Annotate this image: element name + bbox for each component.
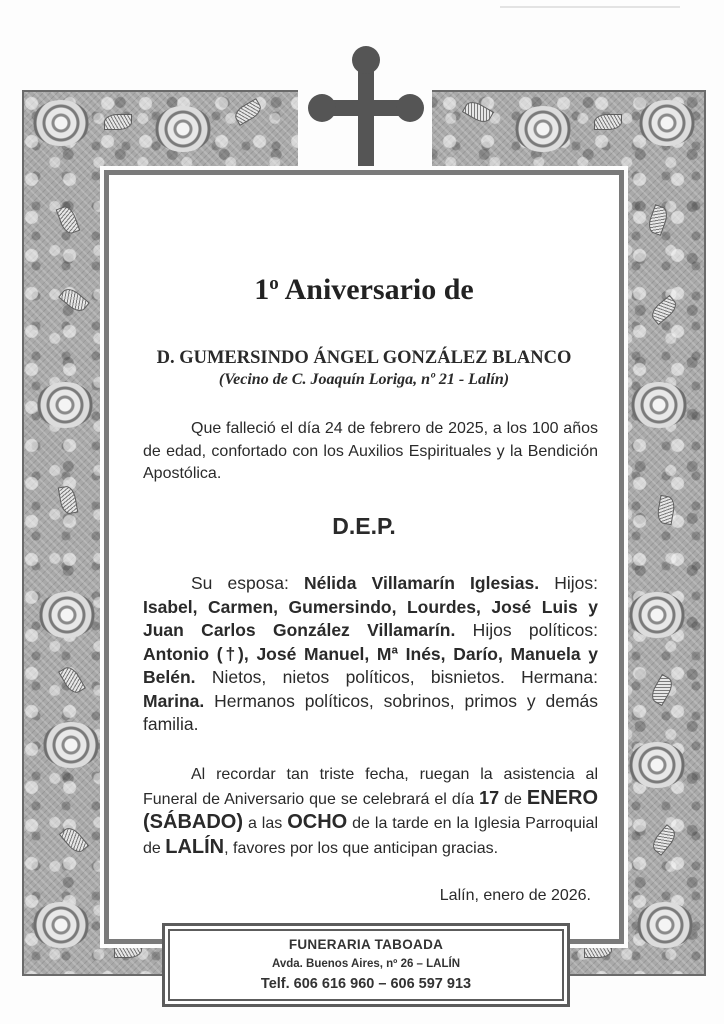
dep-heading: D.E.P. xyxy=(332,513,396,539)
leaf-icon xyxy=(646,204,671,236)
family-paragraph xyxy=(143,572,598,737)
rose-icon xyxy=(38,592,96,638)
scan-artifact xyxy=(500,6,680,8)
deceased-address: (Vecino de C. Joaquín Loriga, nº 21 - Lalín) xyxy=(218,371,510,388)
in-laws-names: Antonio (†), José Manuel, Mª Inés, Darío, Manuela y Belén. xyxy=(143,643,598,687)
spouse-name: Nélida Villamarín Iglesias. xyxy=(303,573,540,593)
service-text: a las xyxy=(243,815,288,832)
leaf-icon xyxy=(656,495,677,525)
rose-icon xyxy=(628,592,686,638)
grandchildren-text: Nietos, nietos políticos, bisnietos. Hermana: xyxy=(195,667,598,687)
children-label: Hijos: xyxy=(539,573,599,593)
funeral-home-inner xyxy=(168,929,564,1001)
notice-title xyxy=(109,273,619,307)
rose-icon xyxy=(638,100,696,146)
sister-name: Marina. xyxy=(143,690,205,711)
rose-icon xyxy=(32,100,90,146)
leaf-icon xyxy=(59,824,89,856)
rose-icon xyxy=(628,742,686,788)
title-ordinal: o xyxy=(269,273,279,294)
rose-icon xyxy=(630,382,688,428)
leaf-icon xyxy=(649,824,679,856)
service-text: Al recordar tan triste fecha, ruegan la asistencia al Funeral de Aniversario que se celebrará el día xyxy=(143,766,598,808)
leaf-icon xyxy=(56,204,81,236)
service-paragraph xyxy=(143,764,598,860)
leaf-icon xyxy=(104,114,132,130)
funeral-home-phone: Telf. 606 616 960 – 606 597 913 xyxy=(260,976,472,992)
leaf-icon xyxy=(648,674,676,706)
funeral-home-box xyxy=(162,923,570,1007)
rose-icon xyxy=(636,902,694,948)
service-text: de xyxy=(499,790,527,808)
leaf-icon xyxy=(58,285,90,315)
service-text: de la tarde en la Iglesia Parroquial de xyxy=(143,815,599,857)
funeral-home-name: FUNERARIA TABOADA xyxy=(288,937,444,952)
death-text: Que falleció el día 24 de febrero de 2025, a los 100 años de edad, confortado con los Auxilios Espirituales y la Bendición Apostólica. xyxy=(143,420,598,482)
leaf-icon xyxy=(648,295,680,325)
service-hour: OCHO xyxy=(287,811,348,833)
rose-icon xyxy=(42,722,100,768)
rose-icon xyxy=(154,106,212,152)
children-names: Isabel, Carmen, Gumersindo, Lourdes, José Luis y Juan Carlos González Villamarín. xyxy=(143,596,598,640)
death-paragraph xyxy=(143,418,598,486)
leaf-icon xyxy=(58,485,79,515)
deceased-name: D. GUMERSINDO ÁNGEL GONZÁLEZ BLANCO xyxy=(156,348,572,368)
service-month-weekday: ENERO (SÁBADO) xyxy=(143,786,599,833)
funeral-home-address: Avda. Buenos Aires, nº 26 – LALÍN xyxy=(271,958,461,970)
signoff-date: Lalín, enero de 2026. xyxy=(439,887,591,904)
leaf-icon xyxy=(594,114,622,130)
notice-panel xyxy=(100,166,628,948)
leaf-icon xyxy=(232,98,264,126)
notice-frame xyxy=(104,170,624,944)
service-place: LALÍN xyxy=(165,835,225,858)
title-text: Aniversario de xyxy=(278,273,474,306)
relatives-text: Hermanos políticos, sobrinos, primos y demás familia. xyxy=(143,690,598,734)
leaf-icon xyxy=(58,664,86,696)
service-text: , favores por los que anticipan gracias. xyxy=(224,839,499,857)
service-day: 17 xyxy=(479,787,500,808)
spouse-label: Su esposa: xyxy=(191,573,304,593)
title-number: 1 xyxy=(254,273,270,306)
rose-icon xyxy=(36,382,94,428)
in-laws-label: Hijos políticos: xyxy=(455,620,598,640)
rose-icon xyxy=(32,902,90,948)
leaf-icon xyxy=(462,98,494,126)
rose-icon xyxy=(514,106,572,152)
